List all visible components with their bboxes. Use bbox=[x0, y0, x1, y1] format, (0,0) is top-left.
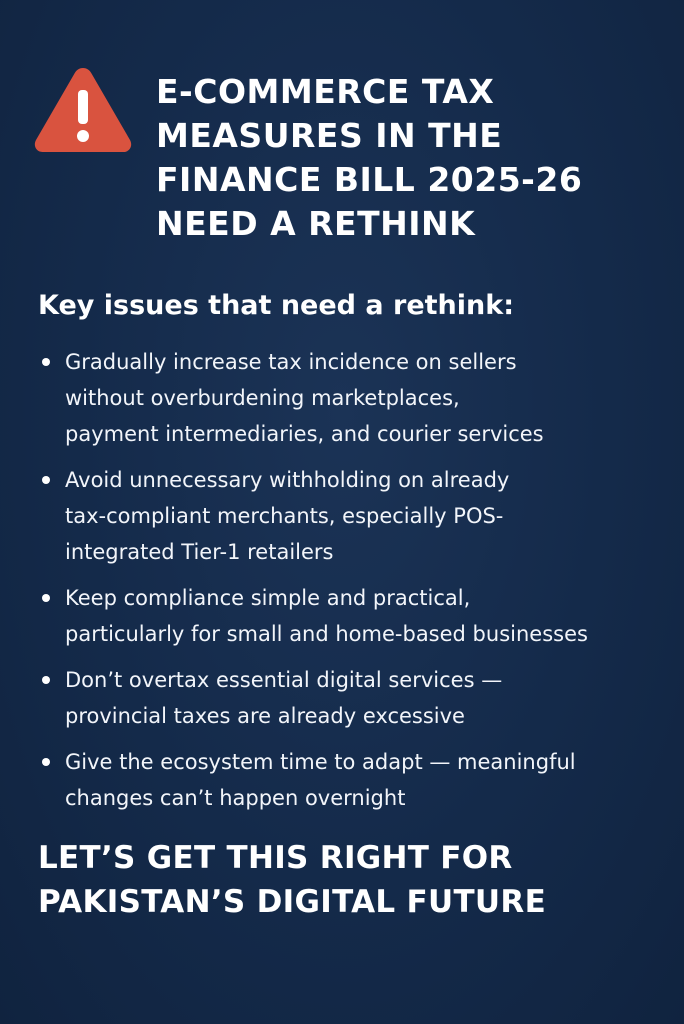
footer-line: PAKISTAN’S DIGITAL FUTURE bbox=[38, 884, 547, 920]
issue-text-line: Keep compliance simple and practical, bbox=[65, 586, 471, 610]
issue-text-line: tax-compliant merchants, especially POS- bbox=[65, 504, 504, 528]
footer-line: LET’S GET THIS RIGHT FOR bbox=[38, 840, 513, 876]
bullet-icon bbox=[42, 758, 50, 766]
issue-text-line: changes can’t happen overnight bbox=[65, 786, 406, 810]
issue-text-line: provincial taxes are already excessive bbox=[65, 704, 465, 728]
footer-call-to-action bbox=[38, 836, 546, 924]
bullet-icon bbox=[42, 358, 50, 366]
list-item bbox=[38, 744, 678, 816]
headline-line: E-COMMERCE TAX bbox=[156, 72, 495, 111]
issue-text-line: Don’t overtax essential digital services — bbox=[65, 668, 503, 692]
list-item bbox=[38, 580, 678, 652]
list-item bbox=[38, 344, 678, 452]
issue-text-line: Give the ecosystem time to adapt — meaningful bbox=[65, 750, 576, 774]
headline-line: MEASURES IN THE bbox=[156, 116, 503, 155]
subheading: Key issues that need a rethink: bbox=[38, 290, 514, 321]
bullet-icon bbox=[42, 476, 50, 484]
issue-text-line: integrated Tier-1 retailers bbox=[65, 540, 334, 564]
list-item bbox=[38, 462, 678, 570]
warning-triangle-icon bbox=[32, 64, 134, 156]
issue-text-line: particularly for small and home-based businesses bbox=[65, 622, 588, 646]
issue-text-line: payment intermediaries, and courier services bbox=[65, 422, 544, 446]
list-item bbox=[38, 662, 678, 734]
headline-line: NEED A RETHINK bbox=[156, 204, 476, 243]
bullet-icon bbox=[42, 594, 50, 602]
issue-text-line: without overburdening marketplaces, bbox=[65, 386, 460, 410]
bullet-icon bbox=[42, 676, 50, 684]
issue-text-line: Gradually increase tax incidence on sellers bbox=[65, 350, 517, 374]
issues-list bbox=[38, 344, 678, 826]
issue-text-line: Avoid unnecessary withholding on already bbox=[65, 468, 510, 492]
headline bbox=[156, 70, 666, 246]
headline-line: FINANCE BILL 2025-26 bbox=[156, 160, 583, 199]
